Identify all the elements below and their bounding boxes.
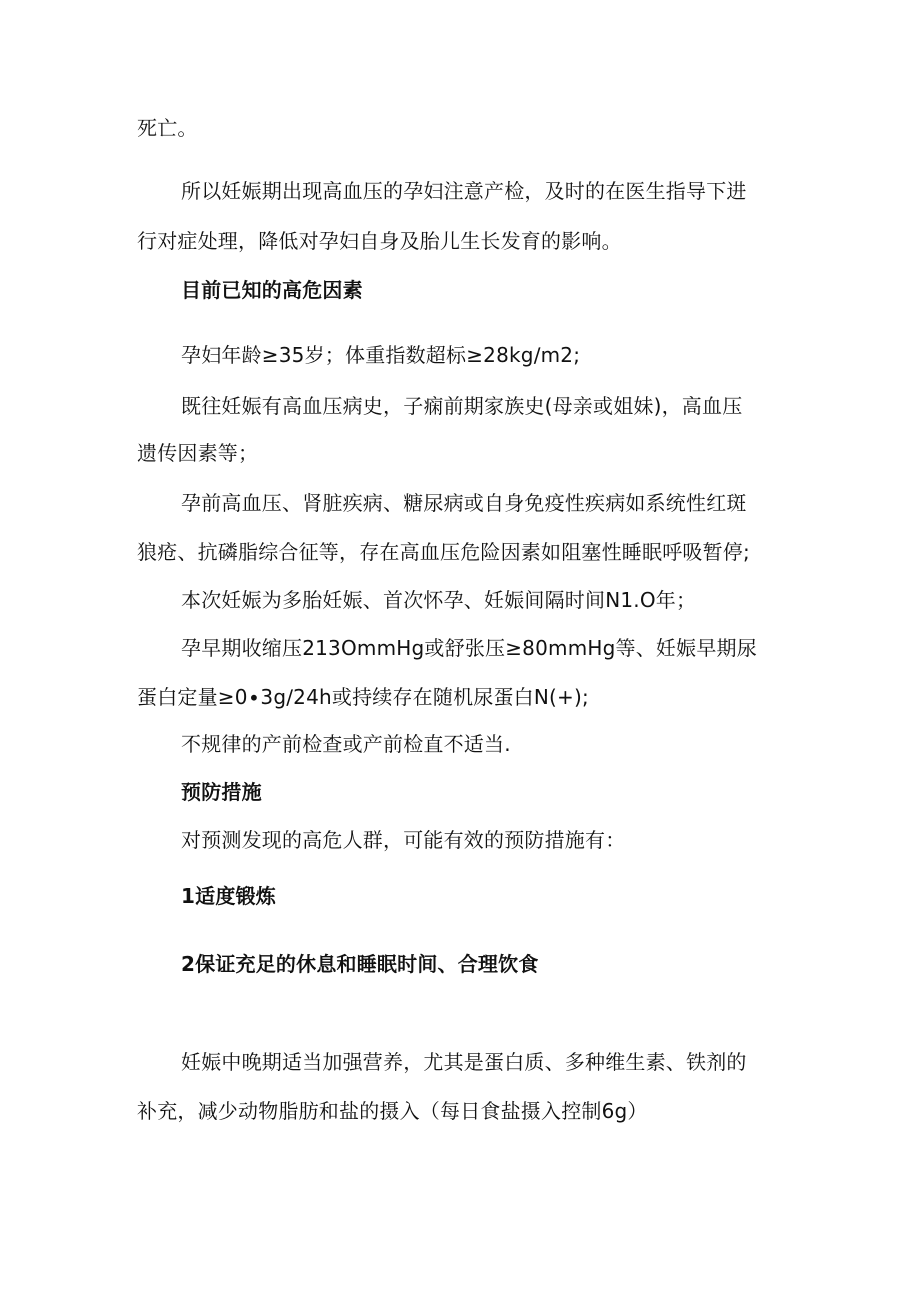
text-line: 妊娠中晚期适当加强营养，尤其是蛋白质、多种维生素、铁剂的	[181, 1050, 747, 1074]
text-line: 孕早期收缩压213OmmHg或舒张压≥80mmHg等、妊娠早期尿	[181, 636, 757, 660]
text-line: 不规律的产前检查或产前检直不适当.	[181, 732, 511, 756]
text-line: 蛋白定量≥0∙3g∕24h或持续存在随机尿蛋白N(+);	[137, 685, 589, 709]
text-line: 既往妊娠有高血压病史，子痫前期家族史(母亲或姐妹)，高血压	[181, 394, 743, 418]
text-line: 孕前高血压、肾脏疾病、糖尿病或自身免疫性疾病如系统性红斑	[181, 491, 747, 515]
section-heading: 目前已知的高危因素	[181, 278, 363, 302]
text-line: 对预测发现的高危人群，可能有效的预防措施有：	[181, 828, 626, 852]
text-line: 死亡。	[137, 116, 198, 140]
text-line: 狼疮、抗磷脂综合征等，存在高血压危险因素如阻塞性睡眠呼吸暂停;	[137, 540, 750, 564]
text-line: 所以妊娠期出现高血压的孕妇注意产检，及时的在医生指导下进	[181, 179, 747, 203]
text-line: 补充，减少动物脂肪和盐的摄入（每日食盐摄入控制6g）	[137, 1099, 648, 1123]
text-line: 本次妊娠为多胎妊娠、首次怀孕、妊娠间隔时间N1.O年；	[181, 588, 697, 612]
list-item-heading: 2保证充足的休息和睡眠时间、合理饮食	[181, 952, 539, 976]
text-line: 孕妇年龄≥35岁；体重指数超标≥28kg∕m2;	[181, 343, 581, 367]
section-heading: 预防措施	[181, 780, 262, 804]
list-item-heading: 1适度锻炼	[181, 884, 276, 908]
text-line: 遗传因素等；	[137, 441, 259, 465]
text-line: 行对症处理，降低对孕妇自身及胎儿生长发育的影响。	[137, 229, 622, 253]
